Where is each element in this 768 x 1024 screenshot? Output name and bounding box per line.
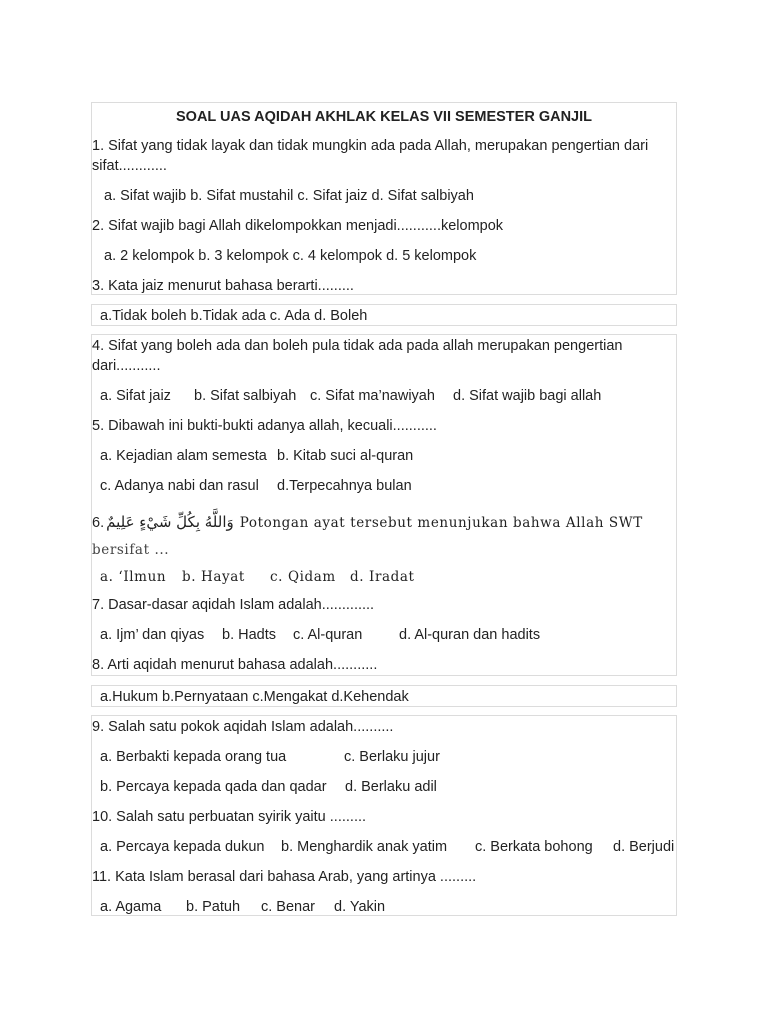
q9-option-a: a. Berbakti kepada orang tua — [100, 749, 287, 765]
question-7-text: 7. Dasar-dasar aqidah Islam adalah............. — [92, 597, 375, 613]
q11-option-d: d. Yakin — [334, 899, 386, 915]
q9-option-c: c. Berlaku jujur — [344, 749, 440, 765]
q6-option-d: d. Iradat — [350, 569, 415, 585]
question-6-text-main: Potongan ayat tersebut menunjukan bahwa Allah SWT — [239, 515, 643, 531]
q4-option-d: d. Sifat wajib bagi allah — [453, 388, 602, 404]
q5-option-c: c. Adanya nabi dan rasul — [100, 478, 259, 494]
q5-option-b: b. Kitab suci al-quran — [277, 448, 414, 464]
question-8-options: a.Hukum b.Pernyataan c.Mengakat d.Kehendak — [100, 689, 409, 705]
document-title: SOAL UAS AQIDAH AKHLAK KELAS VII SEMESTER GANJIL — [176, 109, 592, 125]
q10-option-a: a. Percaya kepada dukun — [100, 839, 265, 855]
q4-option-c: c. Sifat ma’nawiyah — [310, 388, 435, 404]
question-1-text: 1. Sifat yang tidak layak dan tidak mungkin ada pada Allah, merupakan pengertian dari — [92, 138, 649, 154]
q7-option-a: a. Ijm’ dan qiyas — [100, 627, 205, 643]
q11-option-b: b. Patuh — [186, 899, 241, 915]
section-box-4 — [91, 685, 677, 707]
q6-option-b: b. Hayat — [182, 569, 245, 585]
question-10-text: 10. Salah satu perbuatan syirik yaitu ......... — [92, 809, 367, 825]
section-box-3 — [91, 334, 677, 676]
q9-option-b: b. Percaya kepada qada dan qadar — [100, 779, 327, 795]
question-7-options — [92, 625, 676, 645]
q5-option-a: a. Kejadian alam semesta — [100, 448, 267, 464]
q6-option-c: c. Qidam — [270, 569, 336, 585]
question-9-text: 9. Salah satu pokok aqidah Islam adalah.......... — [92, 719, 394, 735]
q4-option-b: b. Sifat salbiyah — [194, 388, 297, 404]
q7-option-c: c. Al-quran — [293, 627, 363, 643]
question-3-text: 3. Kata jaiz menurut bahasa berarti......... — [92, 278, 354, 294]
question-5-text: 5. Dibawah ini bukti-bukti adanya allah, kecuali........... — [92, 418, 437, 434]
question-3-options: a.Tidak boleh b.Tidak ada c. Ada d. Boleh — [100, 308, 368, 324]
question-4-text-cont: dari........... — [92, 358, 161, 374]
question-5-options-row2 — [92, 476, 676, 496]
question-10-options — [92, 837, 676, 857]
quran-verse-arabic: وَاللَّهُ بِكُلِّ شَيْءٍ عَلِيمٌ — [106, 513, 234, 531]
q11-option-c: c. Benar — [261, 899, 315, 915]
question-11-options — [92, 897, 676, 917]
question-2-options: a. 2 kelompok b. 3 kelompok c. 4 kelompok d. 5 kelompok — [104, 248, 477, 264]
question-2-text: 2. Sifat wajib bagi Allah dikelompokkan menjadi...........kelompok — [92, 218, 504, 234]
question-8-text: 8. Arti aqidah menurut bahasa adalah........... — [92, 657, 378, 673]
q6-option-a: a. ‘Ilmun — [100, 569, 167, 585]
q5-option-d: d.Terpecahnya bulan — [277, 478, 412, 494]
q4-option-a: a. Sifat jaiz — [100, 388, 171, 404]
q9-option-d: d. Berlaku adil — [345, 779, 437, 795]
question-1-text-cont: sifat............ — [92, 158, 167, 174]
q10-option-c: c. Berkata bohong — [475, 839, 593, 855]
question-6-text-cont: bersifat ... — [92, 542, 170, 558]
question-1-options: a. Sifat wajib b. Sifat mustahil c. Sifat jaiz d. Sifat salbiyah — [104, 188, 474, 204]
question-6-options — [92, 567, 676, 587]
section-box-1 — [91, 102, 677, 295]
section-box-2 — [91, 304, 677, 326]
question-4-options — [92, 386, 676, 406]
q11-option-a: a. Agama — [100, 899, 162, 915]
question-5-options-row1 — [92, 446, 676, 466]
question-6-number: 6. — [92, 515, 105, 531]
question-9-options-row2 — [92, 777, 676, 797]
question-6-text — [92, 512, 676, 533]
q10-option-d: d. Berjudi — [613, 839, 675, 855]
q7-option-b: b. Hadts — [222, 627, 276, 643]
question-11-text: 11. Kata Islam berasal dari bahasa Arab, yang artinya ......... — [92, 869, 477, 885]
question-9-options-row1 — [92, 747, 676, 767]
q7-option-d: d. Al-quran dan hadits — [399, 627, 541, 643]
section-box-5 — [91, 715, 677, 916]
q10-option-b: b. Menghardik anak yatim — [281, 839, 448, 855]
question-4-text: 4. Sifat yang boleh ada dan boleh pula tidak ada pada allah merupakan pengertian — [92, 338, 623, 354]
